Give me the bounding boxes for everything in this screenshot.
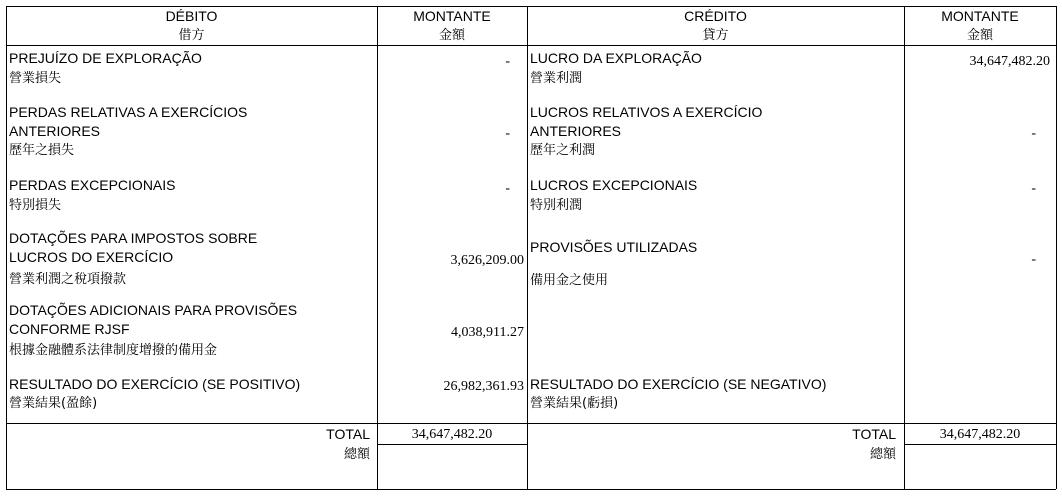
header-montante-right-zh: 金額 — [966, 28, 993, 43]
debit-row-amount: - — [505, 181, 510, 196]
header-debit: DÉBITO — [165, 8, 218, 24]
debit-row-amount: - — [505, 54, 510, 69]
debit-row-label: PREJUÍZO DE EXPLORAÇÃO — [9, 50, 202, 66]
credit-row-label-zh: 歷年之利潤 — [530, 143, 596, 158]
total-label-credit-zh: 總額 — [869, 447, 896, 462]
debit-row-label: RESULTADO DO EXERCÍCIO (SE POSITIVO) — [9, 376, 301, 392]
debit-row-label-zh: 根據金融體系法律制度增撥的備用金 — [9, 343, 218, 358]
divider-credit-amount — [904, 6, 905, 489]
debit-row-label-zh: 特別損失 — [9, 198, 62, 213]
debit-row-amount: 4,038,911.27 — [451, 325, 524, 340]
header-debit-zh: 借方 — [178, 28, 205, 43]
header-credit: CRÉDITO — [684, 8, 747, 24]
debit-row-label: PERDAS EXCEPCIONAIS — [9, 177, 176, 193]
divider-debit-amount — [377, 6, 378, 489]
debit-row-amount: - — [505, 126, 510, 141]
credit-row-label-zh: 營業利潤 — [530, 71, 583, 86]
header-montante-right: MONTANTE — [941, 8, 1019, 24]
total-label-credit: TOTAL — [852, 426, 896, 442]
header-montante-left-zh: 金額 — [438, 28, 465, 43]
credit-row-label-zh: 營業結果(虧損) — [530, 396, 619, 411]
credit-row-label: PROVISÕES UTILIZADAS — [530, 239, 698, 255]
debit-row-label-zh: 歷年之損失 — [9, 143, 75, 158]
credit-row-label-line2: ANTERIORES — [530, 123, 622, 139]
divider-amount-credit — [527, 6, 528, 489]
right-border — [1056, 6, 1057, 489]
total-amount-debit: 34,647,482.20 — [411, 427, 493, 442]
credit-row-label: LUCROS EXCEPCIONAIS — [530, 177, 698, 193]
top-border — [6, 6, 1056, 7]
debit-row-label-line2: ANTERIORES — [9, 123, 101, 139]
debit-row-label-zh: 營業損失 — [9, 71, 62, 86]
debit-row-label: PERDAS RELATIVAS A EXERCÍCIOS — [9, 104, 248, 120]
credit-row-label: LUCRO DA EXPLORAÇÃO — [530, 50, 702, 66]
credit-row-amount: - — [1031, 126, 1036, 141]
debit-row-label: DOTAÇÕES PARA IMPOSTOS SOBRE — [9, 230, 258, 246]
header-credit-zh: 貸方 — [702, 28, 729, 43]
total-box-top-left — [377, 444, 527, 445]
credit-row-amount: - — [1031, 181, 1036, 196]
debit-row-label-line2: LUCROS DO EXERCÍCIO — [9, 249, 174, 265]
total-label-debit: TOTAL — [326, 426, 370, 442]
debit-row-label: DOTAÇÕES ADICIONAIS PARA PROVISÕES — [9, 302, 298, 318]
credit-row-label-zh: 特別利潤 — [530, 198, 583, 213]
debit-row-label-zh: 營業利潤之稅項撥款 — [9, 272, 127, 287]
credit-row-label-zh: 備用金之使用 — [530, 273, 609, 288]
total-box-top-right — [904, 444, 1056, 445]
debit-row-label-line2: CONFORME RJSF — [9, 321, 130, 337]
header-bottom-border — [6, 45, 1056, 46]
debit-row-amount: 26,982,361.93 — [443, 379, 524, 394]
credit-row-label: RESULTADO DO EXERCÍCIO (SE NEGATIVO) — [530, 376, 827, 392]
total-label-debit-zh: 總額 — [343, 447, 370, 462]
body-bottom-border — [6, 423, 1056, 424]
left-border — [6, 6, 7, 489]
debit-row-label-zh: 營業結果(盈餘) — [9, 396, 98, 411]
header-montante-left: MONTANTE — [413, 8, 491, 24]
credit-row-label: LUCROS RELATIVOS A EXERCÍCIO — [530, 104, 763, 120]
credit-row-amount: 34,647,482.20 — [969, 54, 1050, 69]
credit-row-amount: - — [1031, 252, 1036, 267]
total-amount-credit: 34,647,482.20 — [939, 427, 1021, 442]
debit-row-amount: 3,626,209.00 — [450, 253, 524, 268]
bottom-border — [6, 489, 1056, 490]
